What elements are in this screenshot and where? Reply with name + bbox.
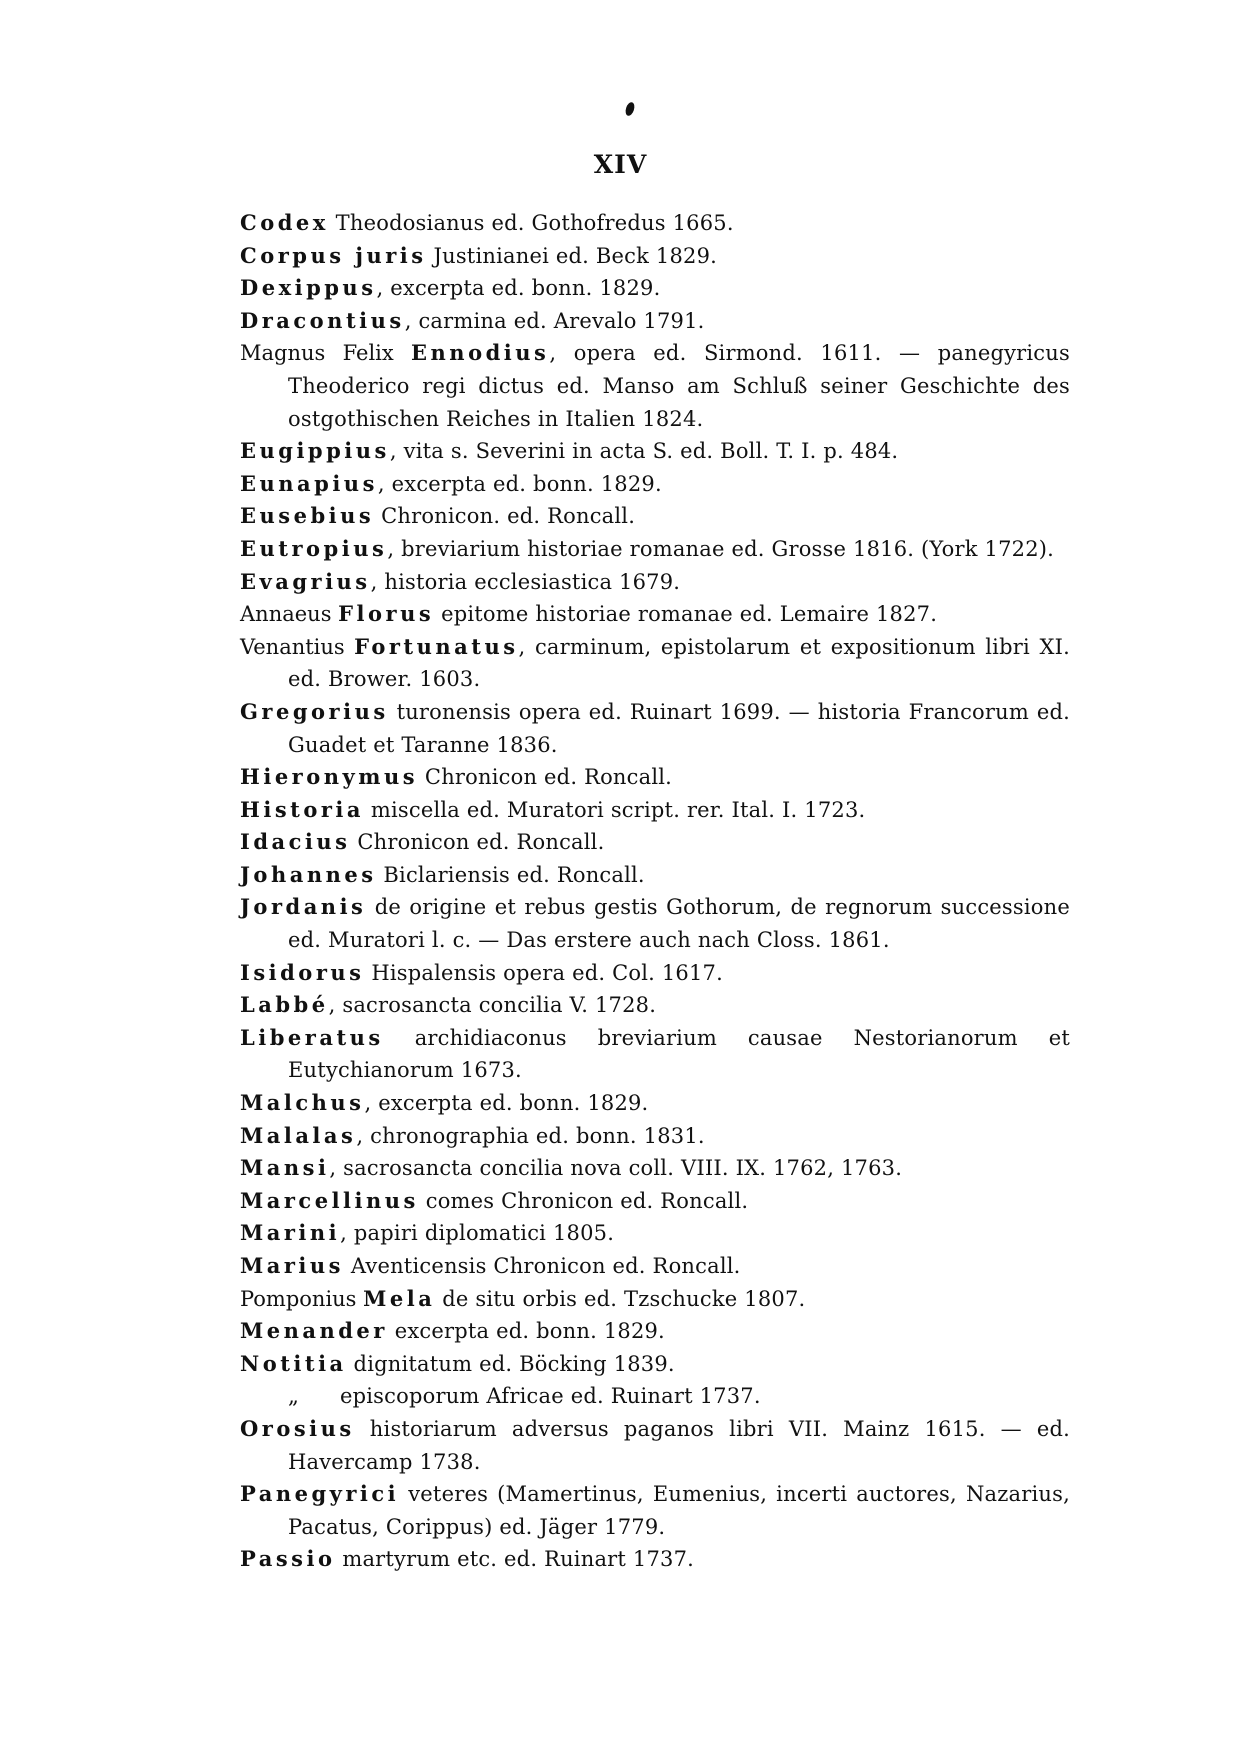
entry-author: Mela [363, 1285, 436, 1311]
bibliography-entry [240, 794, 1070, 827]
entry-prefix: Venantius [240, 634, 355, 659]
bibliography-entry [240, 1087, 1070, 1120]
entry-text: , chronographia ed. bonn. 1831. [356, 1123, 705, 1148]
entry-prefix: Annaeus [240, 602, 339, 627]
entry-text: excerpta ed. bonn. 1829. [387, 1319, 665, 1344]
bibliography-entry [240, 1478, 1070, 1543]
bibliography-entry [240, 435, 1070, 468]
entry-text: , opera ed. Sirmond. 1611. — panegyricus Theoderico regi dictus ed. Manso am Schluß seiner Geschichte des ostgothischen Reiches in Italien 1824. [288, 341, 1070, 431]
entry-text: historiarum adversus paganos libri VII. Mainz 1615. — ed. Havercamp 1738. [288, 1416, 1070, 1474]
entry-text: comes Chronicon ed. Roncall. [418, 1188, 749, 1213]
ink-mark [624, 101, 636, 117]
entry-author: Gregorius [240, 698, 389, 724]
entry-text: episcoporum Africae ed. Ruinart 1737. [340, 1384, 761, 1409]
entry-author: Malalas [240, 1122, 357, 1148]
entry-author: Evagrius [240, 568, 371, 594]
entry-author: Hieronymus [240, 764, 419, 790]
entry-author: Malchus [240, 1090, 365, 1116]
bibliography-entry [240, 207, 1070, 240]
entry-author: Mansi [240, 1155, 330, 1181]
bibliography-entry [240, 305, 1070, 338]
bibliography-entry [240, 1348, 1070, 1381]
entry-text: dignitatum ed. Böcking 1839. [346, 1351, 675, 1376]
entry-author: Eutropius [240, 535, 388, 561]
entry-text: , excerpta ed. bonn. 1829. [377, 471, 662, 496]
entry-author: Orosius [240, 1415, 355, 1441]
entry-author: Marcellinus [240, 1187, 419, 1213]
entry-author: Ennodius [411, 340, 550, 366]
bibliography-entry [240, 826, 1070, 859]
bibliography-entry [240, 1152, 1070, 1185]
entry-author: Historia [240, 796, 364, 822]
bibliography-entry [240, 1315, 1070, 1348]
entry-text: veteres (Mamertinus, Eumenius, incerti auctores, Nazarius, Pacatus, Corippus) ed. Jäger 1779. [288, 1482, 1070, 1539]
bibliography-entry [240, 1120, 1070, 1153]
entry-text: Biclariensis ed. Roncall. [376, 862, 645, 887]
entry-author: Menander [240, 1318, 388, 1344]
entry-author: Panegyrici [240, 1481, 400, 1507]
entry-text: , carminum, epistolarum et expositionum libri XI. ed. Brower. 1603. [288, 634, 1070, 692]
entry-author: Eunapius [240, 470, 378, 496]
entry-prefix: Magnus Felix [240, 341, 412, 366]
entry-author: Notitia [240, 1350, 347, 1376]
entry-text: Chronicon. ed. Roncall. [374, 504, 636, 529]
entry-text: archidiaconus breviarium causae Nestorianorum et Eutychianorum 1673. [288, 1025, 1070, 1083]
bibliography-entry [240, 1217, 1070, 1250]
entry-author: Corpus juris [240, 242, 427, 268]
entry-author: Dexippus [240, 275, 377, 301]
entry-text: , historia ecclesiastica 1679. [370, 569, 681, 594]
entry-prefix: Pomponius [240, 1286, 364, 1311]
entry-text: miscella ed. Muratori script. rer. Ital. I. 1723. [364, 797, 866, 822]
entry-author: Passio [240, 1546, 336, 1572]
bibliography-entry [240, 500, 1070, 533]
bibliography-entry [240, 1413, 1070, 1478]
entry-author: Marius [240, 1253, 344, 1278]
entry-text: , vita s. Severini in acta S. ed. Boll. T. I. p. 484. [389, 439, 899, 464]
entry-text: , sacrosancta concilia V. 1728. [328, 993, 657, 1018]
entry-author: Eugippius [240, 438, 390, 464]
entry-text: , excerpta ed. bonn. 1829. [376, 276, 661, 301]
bibliography-entry [240, 989, 1070, 1022]
entry-author: Eusebius [240, 503, 375, 529]
bibliography-entry [240, 1022, 1070, 1087]
entry-text: epitome historiae romanae ed. Lemaire 1827. [434, 602, 938, 627]
bibliography-entry [240, 272, 1070, 305]
entry-author: Florus [338, 601, 435, 627]
page-number: XIV [593, 150, 648, 179]
bibliography-entry [240, 859, 1070, 892]
bibliography-entry [240, 533, 1070, 566]
bibliography-entry [240, 957, 1070, 990]
entry-text: Aventicensis Chronicon ed. Roncall. [344, 1254, 741, 1278]
entry-text: turonensis opera ed. Ruinart 1699. — historia Francorum ed. Guadet et Taranne 1836. [288, 699, 1070, 757]
entry-author: Johannes [240, 861, 377, 887]
bibliography-entry [240, 631, 1070, 696]
bibliography-entry [240, 1250, 1070, 1283]
entry-text: de situ orbis ed. Tzschucke 1807. [435, 1286, 806, 1311]
bibliography-entry [240, 598, 1070, 631]
bibliography-entry [240, 1380, 1070, 1413]
bibliography-entry [240, 1543, 1070, 1576]
entry-text: , excerpta ed. bonn. 1829. [364, 1091, 649, 1116]
bibliography-list [240, 207, 1070, 1576]
bibliography-entry [240, 696, 1070, 761]
entry-text: Chronicon ed. Roncall. [418, 765, 673, 790]
entry-text: , papiri diplomatici 1805. [340, 1221, 615, 1246]
entry-text: , breviarium historiae romanae ed. Grosse 1816. (York 1722). [387, 536, 1055, 561]
entry-text: Hispalensis opera ed. Col. 1617. [364, 960, 723, 985]
entry-author: Idacius [240, 829, 351, 855]
entry-author: Jordanis [240, 894, 367, 920]
entry-author: Codex [240, 210, 329, 235]
entry-author: Fortunatus [354, 633, 519, 659]
entry-author: Labbé [240, 992, 329, 1018]
entry-text: martyrum etc. ed. Ruinart 1737. [335, 1547, 695, 1572]
bibliography-entry [240, 1283, 1070, 1316]
bibliography-entry [240, 240, 1070, 273]
bibliography-entry [240, 566, 1070, 599]
bibliography-entry [240, 761, 1070, 794]
entry-text: , carmina ed. Arevalo 1791. [404, 308, 705, 333]
entry-text: , sacrosancta concilia nova coll. VIII. IX. 1762, 1763. [329, 1156, 903, 1181]
bibliography-entry [240, 1185, 1070, 1218]
entry-text: de origine et rebus gestis Gothorum, de regnorum successione ed. Muratori l. c. — Das erstere auch nach Closs. 1861. [288, 895, 1070, 953]
bibliography-entry [240, 337, 1070, 435]
entry-author: Liberatus [240, 1024, 384, 1050]
ditto-mark: „ [288, 1384, 299, 1409]
bibliography-entry [240, 468, 1070, 501]
entry-author: Isidorus [240, 959, 365, 985]
entry-text: Chronicon ed. Roncall. [350, 830, 605, 855]
entry-text: Theodosianus ed. Gothofredus 1665. [328, 211, 734, 235]
entry-text: Justinianei ed. Beck 1829. [426, 243, 718, 268]
entry-author: Dracontius [240, 307, 405, 333]
bibliography-entry [240, 891, 1070, 956]
entry-author: Marini [240, 1220, 341, 1246]
